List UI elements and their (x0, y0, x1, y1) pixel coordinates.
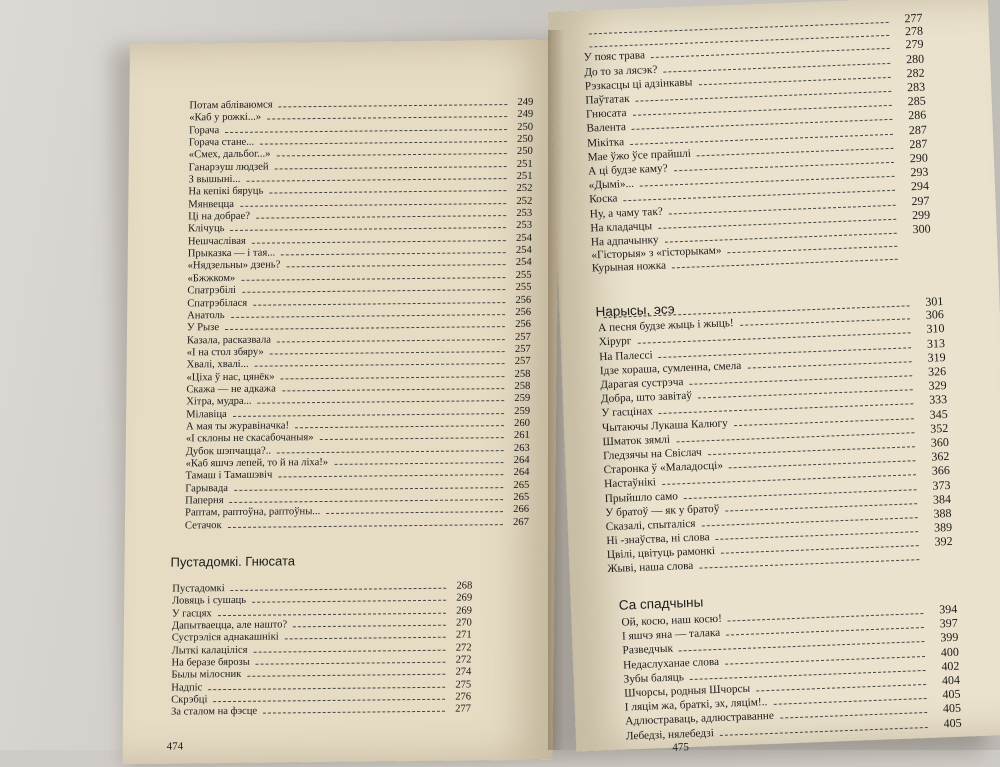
leader-dots (230, 228, 506, 232)
toc-entry-page: 297 (911, 193, 930, 208)
toc-entry-title: Адлюстраваць, адлюстраванне (625, 710, 775, 728)
toc-entry-title: «Гісторыя» з «гісторыкам» (591, 244, 722, 262)
toc-entry-title: Гнюсата (585, 107, 627, 121)
toc-entry-page: 279 (905, 37, 924, 52)
toc-entry-title: А ці будзе каму? (587, 162, 668, 178)
toc-entry-title: Тамаш і Тамашэвіч (185, 469, 273, 482)
toc-entry-title: На кепікі бяруць (188, 186, 264, 198)
leader-dots (267, 116, 507, 120)
leader-dots (255, 363, 505, 367)
toc-entry-title: Ловяць і сушаць (172, 595, 247, 607)
toc-entry-page (923, 559, 953, 560)
toc-entry-title: До то за лясэк? (584, 63, 658, 79)
toc-entry-page: 275 (455, 679, 472, 691)
toc-entry-page: 326 (927, 364, 947, 379)
toc-entry-title: Хвалі, хвалі... (186, 358, 249, 371)
toc-entry-title: У братоў — як у братоў (605, 502, 720, 520)
leader-dots (286, 265, 505, 268)
toc-entry-title: На беразе бярозы (171, 656, 250, 669)
toc-entry-page: 405 (943, 715, 962, 730)
leader-dots (230, 499, 504, 503)
toc-entry-page: 402 (941, 658, 960, 674)
toc-entry-title: Мікітка (586, 135, 625, 150)
toc-list-left-b (171, 580, 472, 719)
left-page (122, 39, 560, 764)
toc-entry-page: 280 (905, 51, 925, 66)
toc-entry-title: Казала, расказвала (186, 334, 272, 346)
toc-entry-page: 256 (515, 319, 532, 331)
toc-entry-page: 283 (906, 79, 926, 95)
leader-dots (269, 190, 506, 193)
toc-entry-page: 252 (516, 183, 533, 195)
toc-entry-title: У гасцінах (601, 405, 654, 420)
toc-entry-title: А мая ты журавінaчка! (185, 420, 290, 433)
toc-entry-title: «І на стол збяру» (186, 346, 264, 359)
toc-entry-title: Мілавіца (186, 408, 227, 421)
leader-dots (252, 240, 506, 244)
leader-dots (281, 252, 506, 255)
page-number: 474 (166, 740, 184, 753)
toc-entry-page: 294 (910, 178, 930, 194)
leader-dots (253, 649, 445, 652)
toc-entry-title: Валента (586, 121, 627, 136)
leader-dots (234, 487, 503, 491)
toc-entry-page: 286 (907, 107, 927, 123)
toc-entry-page: 389 (933, 520, 953, 535)
toc-entry-page: 257 (514, 356, 531, 368)
toc-entry-page: 366 (931, 463, 951, 479)
toc-entry-page: 259 (514, 405, 531, 417)
toc-entry-page: 254 (515, 244, 532, 257)
leader-dots (240, 203, 506, 207)
toc-entry-page: 290 (909, 150, 929, 166)
toc-entry-page: 269 (456, 605, 473, 617)
section-heading: Пустадомкі. Гнюсата (170, 553, 296, 570)
leader-dots (208, 686, 445, 689)
toc-entry-title: Шчорсы, родныя Шчорсы (623, 682, 751, 700)
toc-entry-page: 250 (516, 146, 533, 158)
leader-dots (252, 600, 446, 603)
toc-entry-title: «Бжжком» (187, 272, 236, 285)
toc-entry-title: Сетачок (184, 519, 222, 532)
leader-dots (258, 400, 505, 404)
leader-dots (260, 141, 507, 145)
toc-entry-title: За сталом на фэсце (170, 706, 258, 719)
toc-entry-title: «Нядзельны» дзень? (187, 259, 281, 272)
leader-dots (672, 259, 898, 269)
leader-dots (279, 104, 508, 107)
leader-dots (246, 178, 506, 182)
toc-entry-title: Жыві, наша слова (607, 559, 694, 575)
toc-entry-title: Шматок зямлі (602, 433, 671, 449)
toc-entry-title: Настаўнікі (603, 476, 657, 491)
toc-entry-title: Дапытваецца, але нашто? (171, 619, 288, 632)
toc-entry-page: 258 (514, 368, 531, 380)
toc-entry-title: Разведчык (622, 643, 674, 658)
toc-entry-title: Гарывада (185, 482, 229, 495)
toc-entry-page: 400 (940, 644, 960, 659)
toc-entry-title: Спатрэбілі (187, 285, 237, 297)
toc-entry-title: Хірург (598, 335, 632, 349)
toc-entry-page: 310 (926, 321, 945, 337)
leader-dots (270, 351, 505, 354)
toc-entry-title: Курыная ножка (591, 260, 667, 275)
toc-entry-page: 263 (513, 442, 530, 454)
right-page (548, 0, 1000, 754)
toc-entry-page (902, 259, 932, 260)
leader-dots (218, 612, 446, 615)
leader-dots (699, 559, 919, 568)
leader-dots (231, 588, 447, 591)
toc-entry-title: Потам абліваюмся (189, 99, 273, 112)
toc-entry-page: 264 (513, 467, 530, 479)
leader-dots (241, 277, 505, 281)
page-number: 475 (672, 741, 690, 754)
toc-entry-page: 272 (455, 654, 472, 666)
leader-dots (231, 314, 505, 318)
toc-entry-title: Ой, косю, наш косю! (621, 612, 723, 629)
toc-list-right-b (597, 295, 953, 576)
toc-entry-title: Клічуць (187, 223, 225, 235)
toc-entry-page: 301 (925, 294, 944, 309)
leader-dots (720, 727, 928, 736)
toc-entry-page: 264 (513, 454, 530, 466)
toc-entry-title: Сказалі, спыталіся (605, 517, 696, 534)
toc-entry-page: 253 (516, 220, 533, 232)
toc-entry-page: 261 (513, 430, 530, 442)
toc-entry-page: 293 (910, 164, 929, 180)
leader-dots (277, 339, 505, 342)
toc-entry-page: 250 (517, 121, 534, 133)
leader-dots (282, 388, 504, 391)
toc-entry-page: 276 (455, 691, 472, 703)
toc-entry-title: На Палессі (599, 348, 653, 363)
toc-entry-title: Лебедзі, нялебедзі (625, 726, 715, 743)
toc-entry-page: 253 (516, 207, 533, 220)
toc-entry-title: Мае ўжо ўсе прайшлі (587, 147, 692, 164)
toc-entry-title: З вышыні... (188, 173, 241, 186)
toc-entry-title: Горача стане... (188, 136, 255, 149)
toc-entry-title: «Каб яшчэ лепей, то й на ліха!» (185, 456, 329, 470)
toc-entry-title: Добра, што завітаў (600, 389, 693, 406)
toc-entry-title: Гледзячы на Свіслач (602, 446, 702, 463)
leader-dots (285, 637, 446, 640)
toc-entry-page: 254 (515, 232, 532, 244)
toc-entry-page: 252 (516, 195, 533, 207)
toc-entry-page: 333 (928, 392, 948, 408)
toc-entry-page: 265 (513, 491, 530, 504)
leader-dots (326, 511, 503, 514)
toc-entry-page: 345 (929, 406, 948, 422)
toc-entry-title: На кладачцы (590, 220, 653, 235)
section-heading: Нарысы, эсэ (595, 301, 675, 320)
toc-entry-page: 257 (514, 343, 531, 355)
toc-entry-page: 299 (911, 207, 931, 223)
toc-entry-page: 255 (515, 269, 532, 281)
toc-entry-title: Цвілі, цвітуць рамонкі (606, 545, 716, 562)
toc-entry-title: Хітра, мудра... (186, 395, 252, 408)
toc-entry-page (901, 246, 931, 247)
toc-entry-page: 274 (455, 666, 472, 679)
toc-entry-page: 394 (938, 601, 958, 617)
toc-entry-title: У гасцях (171, 607, 212, 620)
toc-entry-page: 258 (514, 380, 531, 392)
toc-entry-page: 259 (514, 393, 531, 405)
leader-dots (253, 302, 505, 306)
toc-entry-page: 392 (934, 534, 953, 549)
toc-entry-page: 265 (513, 479, 530, 491)
toc-entry-page: 399 (940, 630, 959, 645)
toc-entry-title: Надпіс (171, 682, 203, 694)
leader-dots (228, 524, 503, 528)
toc-entry-page: 287 (908, 122, 928, 137)
toc-entry-page: 300 (912, 221, 931, 237)
leader-dots (334, 462, 503, 465)
toc-entry-page: 270 (455, 617, 472, 629)
toc-entry-title: У Рызе (186, 322, 220, 334)
toc-entry-title: «І склоны не скасабочаныя» (185, 432, 314, 445)
toc-entry-page: 254 (515, 257, 532, 269)
toc-entry-title: Ну, а чаму так? (589, 205, 664, 221)
toc-entry-title: На адпачынку (590, 233, 659, 249)
toc-entry-page: 269 (456, 592, 473, 604)
leader-dots (233, 413, 504, 417)
toc-entry-title: Былы мілосник (171, 669, 242, 682)
toc-entry-title: Дубок шэпчацца?.. (185, 445, 272, 458)
toc-entry-page: 268 (456, 580, 473, 592)
leader-dots (263, 711, 445, 714)
toc-entry-page: 266 (513, 504, 530, 516)
toc-entry-title: Старонка ў «Маладосці» (603, 459, 724, 477)
leader-dots (277, 450, 504, 453)
toc-entry-title: І яшчэ яна — талака (621, 627, 721, 643)
leader-dots (320, 437, 504, 440)
toc-entry-page: 405 (942, 701, 962, 716)
toc-entry-page: 251 (516, 170, 533, 183)
toc-entry-title: Паўтатак (585, 92, 630, 107)
leader-dots (225, 129, 507, 133)
leader-dots (275, 166, 507, 169)
toc-entry-page: 271 (455, 629, 472, 641)
toc-entry-title: Зубы баляць (623, 671, 685, 686)
toc-entry-page: 260 (514, 417, 531, 429)
toc-entry-page: 405 (942, 686, 961, 702)
toc-entry-title: Раптам, раптоўна, раптоўны... (185, 506, 321, 519)
toc-entry-page: 257 (514, 331, 531, 343)
toc-entry-page: 256 (515, 306, 532, 318)
toc-list-right-c (621, 603, 962, 744)
toc-entry-page: 397 (939, 615, 959, 631)
toc-entry-title: У пояс трава (583, 49, 646, 65)
book-gutter (548, 30, 564, 750)
toc-list-left-a (185, 97, 534, 533)
toc-entry-title: Прыказка — і тая... (187, 247, 276, 260)
leader-dots (225, 326, 505, 330)
leader-dots (256, 215, 506, 219)
toc-entry-title: Паперня (185, 495, 224, 507)
toc-entry-page: 373 (932, 477, 951, 493)
leader-dots (242, 289, 505, 293)
toc-entry-title: «Смех, дальбог...» (188, 148, 271, 161)
toc-entry-page: 360 (930, 434, 950, 450)
toc-entry-title: Чытаючы Лукаша Калюгу (601, 417, 729, 434)
toc-entry-page: 319 (927, 349, 946, 365)
toc-entry-page: 256 (515, 294, 532, 306)
toc-entry-page: 255 (515, 281, 532, 294)
toc-entry-title: Нешчаслівая (187, 235, 246, 248)
section-heading: Са спадчыны (618, 594, 704, 613)
toc-entry-page: 249 (517, 96, 534, 108)
toc-entry-title: «Ціха ў нас, цянёк» (186, 371, 275, 383)
toc-entry-page: 384 (932, 491, 952, 507)
toc-entry (171, 704, 471, 719)
toc-entry-title: Скажа — не адкажа (186, 383, 276, 396)
toc-entry-page: 285 (907, 93, 926, 109)
leader-dots (213, 699, 445, 702)
toc-entry-page: 272 (455, 642, 472, 654)
toc-entry-title: Ганарэуш людзей (188, 161, 269, 174)
toc-entry-page: 277 (455, 703, 472, 716)
toc-entry-title: «Дымі»... (588, 178, 635, 192)
toc-list-right-a (583, 12, 932, 277)
toc-entry-title: Ці на добрае? (188, 210, 250, 223)
toc-entry-page: 251 (516, 158, 533, 170)
toc-entry-title: Сустрэліся аднакашнікі (171, 631, 279, 644)
toc-entry-page: 306 (925, 307, 945, 322)
toc-entry-title: А песня будзе жыць і жыць! (597, 317, 734, 335)
toc-entry-page: 362 (931, 449, 950, 464)
toc-entry-page: 388 (933, 505, 952, 521)
leader-dots (256, 662, 446, 665)
toc-entry-page: 329 (928, 378, 947, 393)
toc-entry-title: Недаслуханае слова (622, 655, 720, 672)
toc-entry-title: Коска (589, 192, 618, 206)
toc-entry-page: 282 (906, 65, 925, 81)
toc-entry-page: 250 (516, 133, 533, 145)
toc-entry-title: Рэзкасцы ці адзінкавы (584, 76, 693, 93)
toc-entry-title: Анатоль (187, 309, 225, 322)
toc-entry-title: Скрэбці (171, 694, 208, 706)
toc-entry-title: Ідзе хораша, сумленна, смела (599, 359, 742, 378)
leader-dots (281, 376, 505, 379)
leader-dots (276, 153, 506, 156)
toc-entry-title: «Каб у рожкі...» (189, 111, 262, 124)
toc-entry-page: 313 (926, 335, 946, 351)
toc-entry-title: І ляцім жа, браткі, эх, ляцім!.. (624, 696, 768, 714)
toc-entry-title: Прыйшло само (604, 490, 679, 505)
leader-dots (293, 625, 446, 628)
toc-entry-title: Горача (189, 124, 220, 137)
toc-entry-title: Ні -знаўства, ні слова (606, 531, 710, 548)
toc-entry-title: Мянвецца (188, 198, 235, 211)
toc-entry-page: 287 (909, 136, 928, 152)
toc-entry-page: 278 (904, 23, 924, 39)
toc-entry-page: 249 (517, 109, 534, 121)
leader-dots (278, 474, 503, 477)
toc-entry-title: Пустадомкі (172, 583, 225, 595)
toc-entry-page: 267 (512, 516, 529, 528)
toc-entry-page: 352 (930, 420, 949, 436)
toc-entry-title: Лыткі калаціліся (171, 644, 248, 657)
toc-entry-page: 277 (904, 10, 923, 26)
leader-dots (295, 425, 504, 428)
leader-dots (247, 674, 445, 677)
toc-entry-page: 404 (941, 672, 961, 688)
toc-entry-title: Спатрэбілася (187, 297, 248, 309)
toc-entry-title: Дарагая сустрэча (600, 376, 684, 392)
